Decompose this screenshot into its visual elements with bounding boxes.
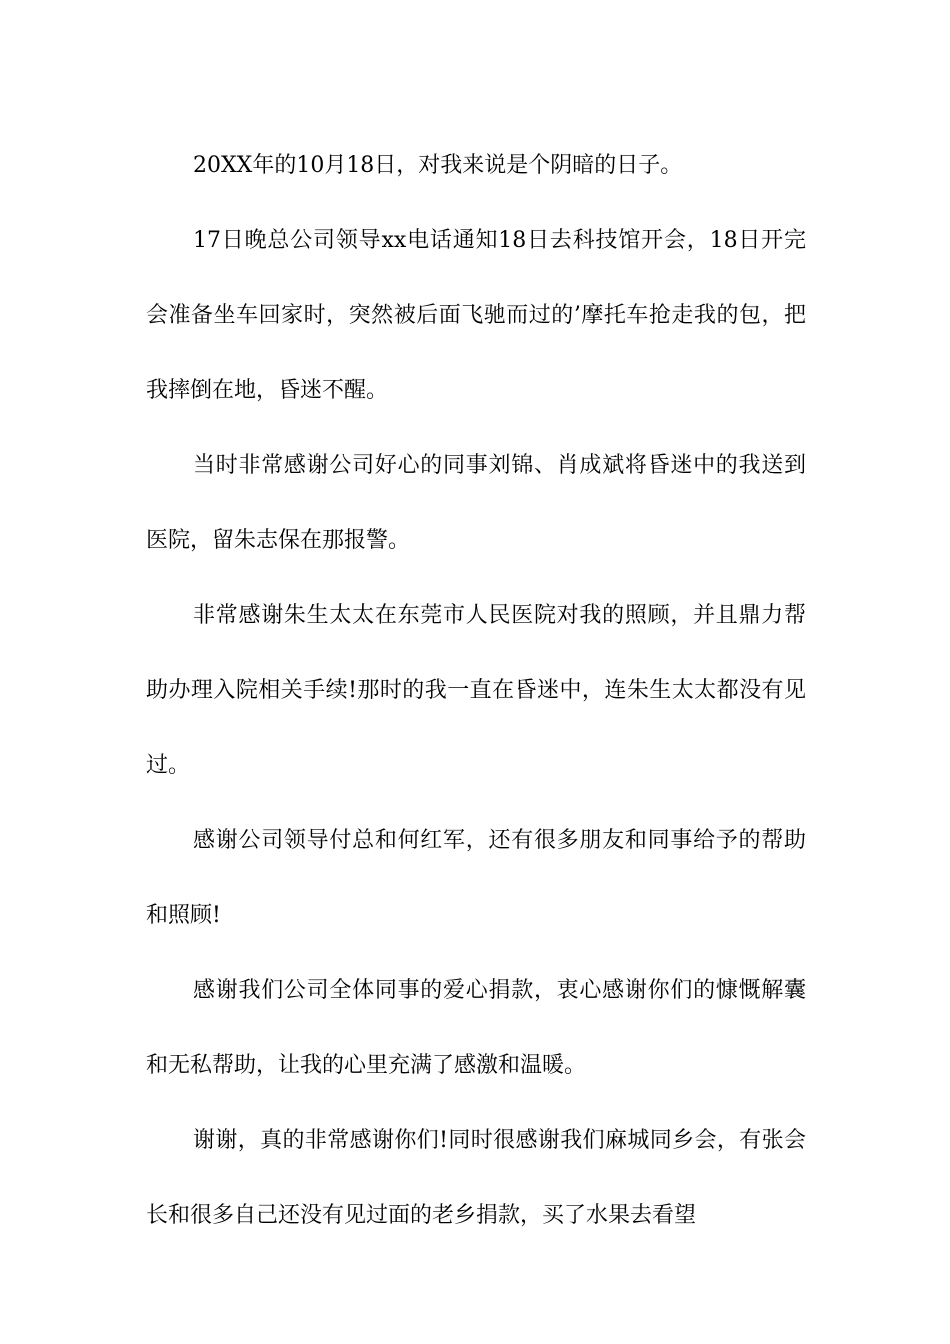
paragraph-4: 非常感谢朱生太太在东莞市人民医院对我的照顾，并且鼎力帮助办理入院相关手续!那时的我一直在昏迷中，连朱生太太都没有见过。: [146, 603, 806, 778]
paragraph-6: 感谢我们公司全体同事的爱心捐款，衷心感谢你们的慷慨解囊和无私帮助，让我的心里充满了感激和温暖。: [146, 978, 806, 1078]
paragraph-5: 感谢公司领导付总和何红军，还有很多朋友和同事给予的帮助和照顾!: [146, 828, 806, 928]
paragraph-3: 当时非常感谢公司好心的同事刘锦、肖成斌将昏迷中的我送到医院，留朱志保在那报警。: [146, 453, 806, 553]
paragraph-7: 谢谢，真的非常感谢你们!同时很感谢我们麻城同乡会，有张会长和很多自己还没有见过面的老乡捐款，买了水果去看望: [146, 1128, 806, 1228]
paragraph-2: 17日晚总公司领导xx电话通知18日去科技馆开会，18日开完会准备坐车回家时，突然被后面飞驰而过的’摩托车抢走我的包，把我摔倒在地，昏迷不醒。: [146, 228, 806, 403]
paragraph-1: 20XX年的10月18日，对我来说是个阴暗的日子。: [193, 153, 683, 178]
document-body: [146, 128, 806, 1253]
